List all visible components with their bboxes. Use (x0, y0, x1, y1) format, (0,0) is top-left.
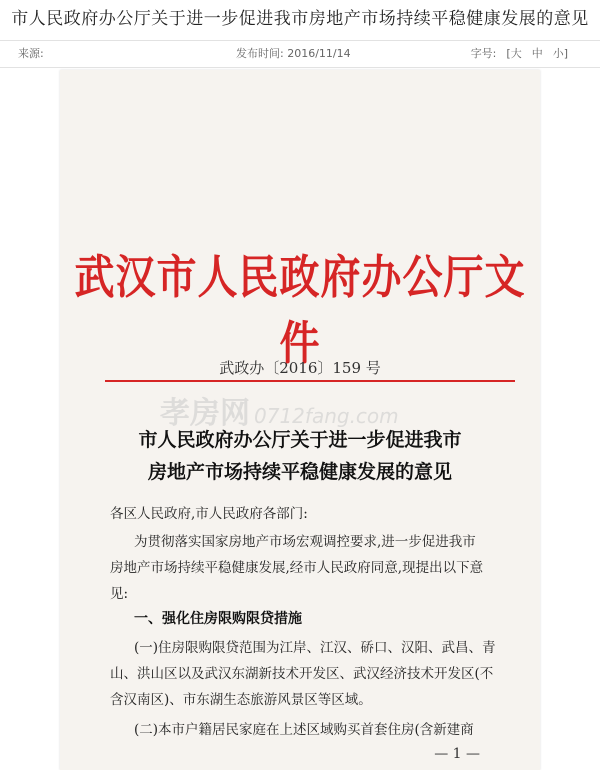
document-title-line2: 房地产市场持续平稳健康发展的意见 (147, 461, 452, 483)
font-medium-button[interactable]: 中 (531, 47, 543, 60)
section-heading: 一、强化住房限购限贷措施 (134, 611, 302, 627)
intro-line: 房地产市场持续平稳健康发展,经市人民政府同意,现提出以下意 (110, 560, 484, 576)
font-size-control (471, 41, 568, 67)
document-header: 武汉市人民政府办公厅文件 (74, 250, 526, 371)
red-divider (105, 380, 515, 382)
source-label: 来源: (18, 47, 44, 60)
site-watermark (160, 388, 460, 431)
publish-date (236, 41, 351, 67)
font-small-button[interactable]: 小] (552, 47, 568, 60)
page-number: — 1 — (434, 746, 480, 762)
font-large-button[interactable]: [大 (506, 47, 522, 60)
intro-line: 为贯彻落实国家房地产市场宏观调控要求,进一步促进我市 (134, 534, 476, 550)
date-label: 发布时间: (236, 47, 284, 60)
document-scan-image (60, 70, 540, 770)
item-line: (二)本市户籍居民家庭在上述区域购买首套住房(含新建商 (134, 722, 474, 738)
item-line: 含汉南区)、市东湖生态旅游风景区等区域。 (110, 692, 372, 708)
date-value: 2016/11/14 (287, 47, 351, 60)
meta-bar (0, 40, 600, 68)
document-title-line1: 市人民政府办公厅关于进一步促进我市 (138, 429, 462, 451)
intro-line: 见: (110, 586, 129, 602)
font-size-label: 字号: (470, 47, 497, 60)
item-line: (一)住房限购限贷范围为江岸、江汉、硚口、汉阳、武昌、青 (134, 640, 496, 656)
document-number: 武政办〔2016〕159 号 (219, 359, 381, 377)
watermark-domain: 0712fang.com (254, 404, 399, 428)
watermark-text: 孝房网 (160, 396, 250, 431)
item-line: 山、洪山区以及武汉东湖新技术开发区、武汉经济技术开发区(不 (110, 666, 494, 682)
page-title: 市人民政府办公厅关于进一步促进我市房地产市场持续平稳健康发展的意见 (11, 9, 589, 29)
addressee: 各区人民政府,市人民政府各部门: (110, 506, 308, 522)
